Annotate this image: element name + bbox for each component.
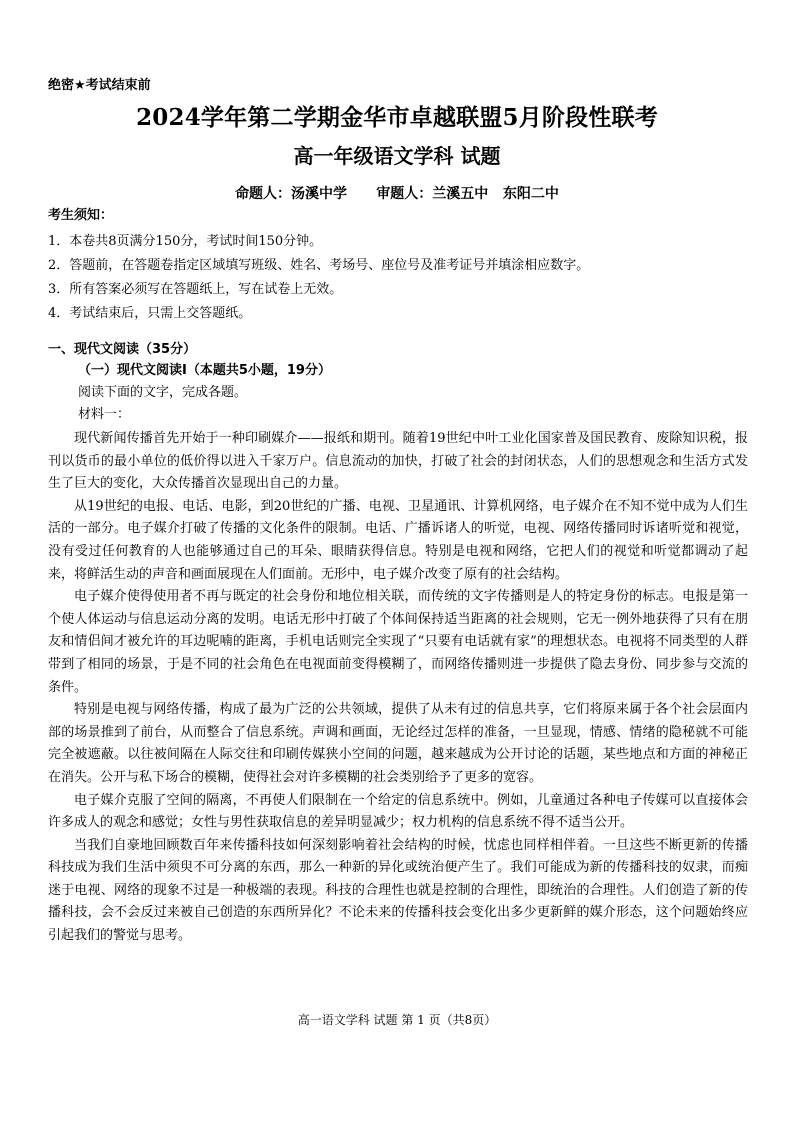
exam-title: 2024学年第二学期金华市卓越联盟5月阶段性联考 xyxy=(136,104,658,131)
exam-subtitle: 高一年级语文学科 试题 xyxy=(293,144,501,168)
paragraph: 当我们自豪地回顾数百年来传播科技如何深刻影响着社会结构的时候，忧虑也同样相伴着。一旦这些不断更新的传播科技成为我们生活中须臾不可分离的东西，那么一种新的异化或统治便产生了。我们可能成为新的传播科技的奴隶，而痴迷于电视、网络的现象不过是一种极端的表现。科技的合理性也就是控制的合理性，即统治的合理性。人们创造了新的传播科技，会不会反过来被自己创造的东西所异化？不论未来的传播科技会变化出多少更新鲜的媒介形态，这个问题始终应引起我们的警觉与思考。 xyxy=(48,837,748,944)
paragraph: 特别是电视与网络传播，构成了最为广泛的公共领域，提供了从未有过的信息共享，它们将原来属于各个社会层面内部的场景推到了前台，从而整合了信息系统。声调和画面，无论经过怎样的准备，一旦显现，情感、情绪的隐秘就不可能完全被遮蔽。以往被间隔在人际交往和印刷传媒狭小空间的问题，越来越成为公开讨论的话题，某些地点和方面的神秘正在消失。公开与私下场合的模糊，使得社会对许多模糊的社会类别给予了更多的宽容。 xyxy=(48,702,748,785)
section-heading: 一、现代文阅读（35分） xyxy=(48,342,197,357)
notice-list xyxy=(48,230,748,326)
paragraph: 从19世纪的电报、电话、电影，到20世纪的广播、电视、卫星通讯、计算机网络，电子媒介在不知不觉中成为人们生活的一部分。电子媒介打破了传播的文化条件的限制。电话、广播诉诸人的听觉，电视、网络传播同时诉诸听觉和视觉，没有受过任何教育的人也能够通过自己的耳朵、眼睛获得信息。特别是电视和网络，它把人们的视觉和听觉都调动了起来，将鲜活生动的声音和画面展现在人们面前。无形中，电子媒介改变了原有的社会结构。 xyxy=(48,498,748,582)
paragraph: 现代新闻传播首先开始于一种印刷媒介——报纸和期刊。随着19世纪中叶工业化国家普及国民教育、废除知识税，报刊以货币的最小单位的低价得以进入千家万户。信息流动的加快，打破了社会的封闭状态，人们的思想观念和生活方式发生了巨大的变化，大众传播首次显现出自己的力量。 xyxy=(48,431,748,492)
notice-item: 4．考试结束后，只需上交答题纸。 xyxy=(48,306,252,321)
paragraph: 电子媒介使得使用者不再与既定的社会身份和地位相关联，而传统的文字传播则是人的特定身份的标志。电报是第一个使人体运动与信息运动分离的发明。电话无形中打破了个体间保持适当距离的社会规则，它无一例外地获得了只有在朋友和情侣间才被允许的耳边呢喃的距离，手机电话则完全实现了“只要有电话就有家”的理想状态。电视将不同类型的人群带到了相同的场景，于是不同的社会角色在电视面前变得模糊了，而网络传播则进一步提供了隐去身份、同步参与交流的条件。 xyxy=(48,589,748,695)
material-body xyxy=(48,428,748,948)
notice-item: 3．所有答案必须写在答题纸上，写在试卷上无效。 xyxy=(48,282,343,297)
paragraph: 电子媒介克服了空间的隔离，不再使人们限制在一个给定的信息系统中。例如，儿童通过各种电子传媒可以直接体会许多成人的观念和感觉；女性与男性获取信息的差异明显减少；权力机构的信息系统不得不适当公开。 xyxy=(48,792,748,831)
notice-item: 2．答题前，在答题卷指定区域填写班级、姓名、考场号、座位号及准考证号并填涂相应数字。 xyxy=(48,258,590,273)
authors-line: 命题人：汤溪中学 审题人：兰溪五中 东阳二中 xyxy=(235,186,559,202)
notice-item: 1．本卷共8页满分150分，考试时间150分钟。 xyxy=(48,234,323,249)
notice-title: 考生须知： xyxy=(48,208,114,223)
page-footer: 高一语文学科 试题 第 1 页（共8页） xyxy=(297,1013,497,1027)
subsection-heading: （一）现代文阅读Ⅰ（本题共5小题，19分） xyxy=(78,363,331,378)
reading-instruction: 阅读下面的文字，完成各题。 xyxy=(78,385,248,400)
material-label: 材料一： xyxy=(78,407,131,422)
confidential-label: 绝密★考试结束前 xyxy=(48,78,151,93)
